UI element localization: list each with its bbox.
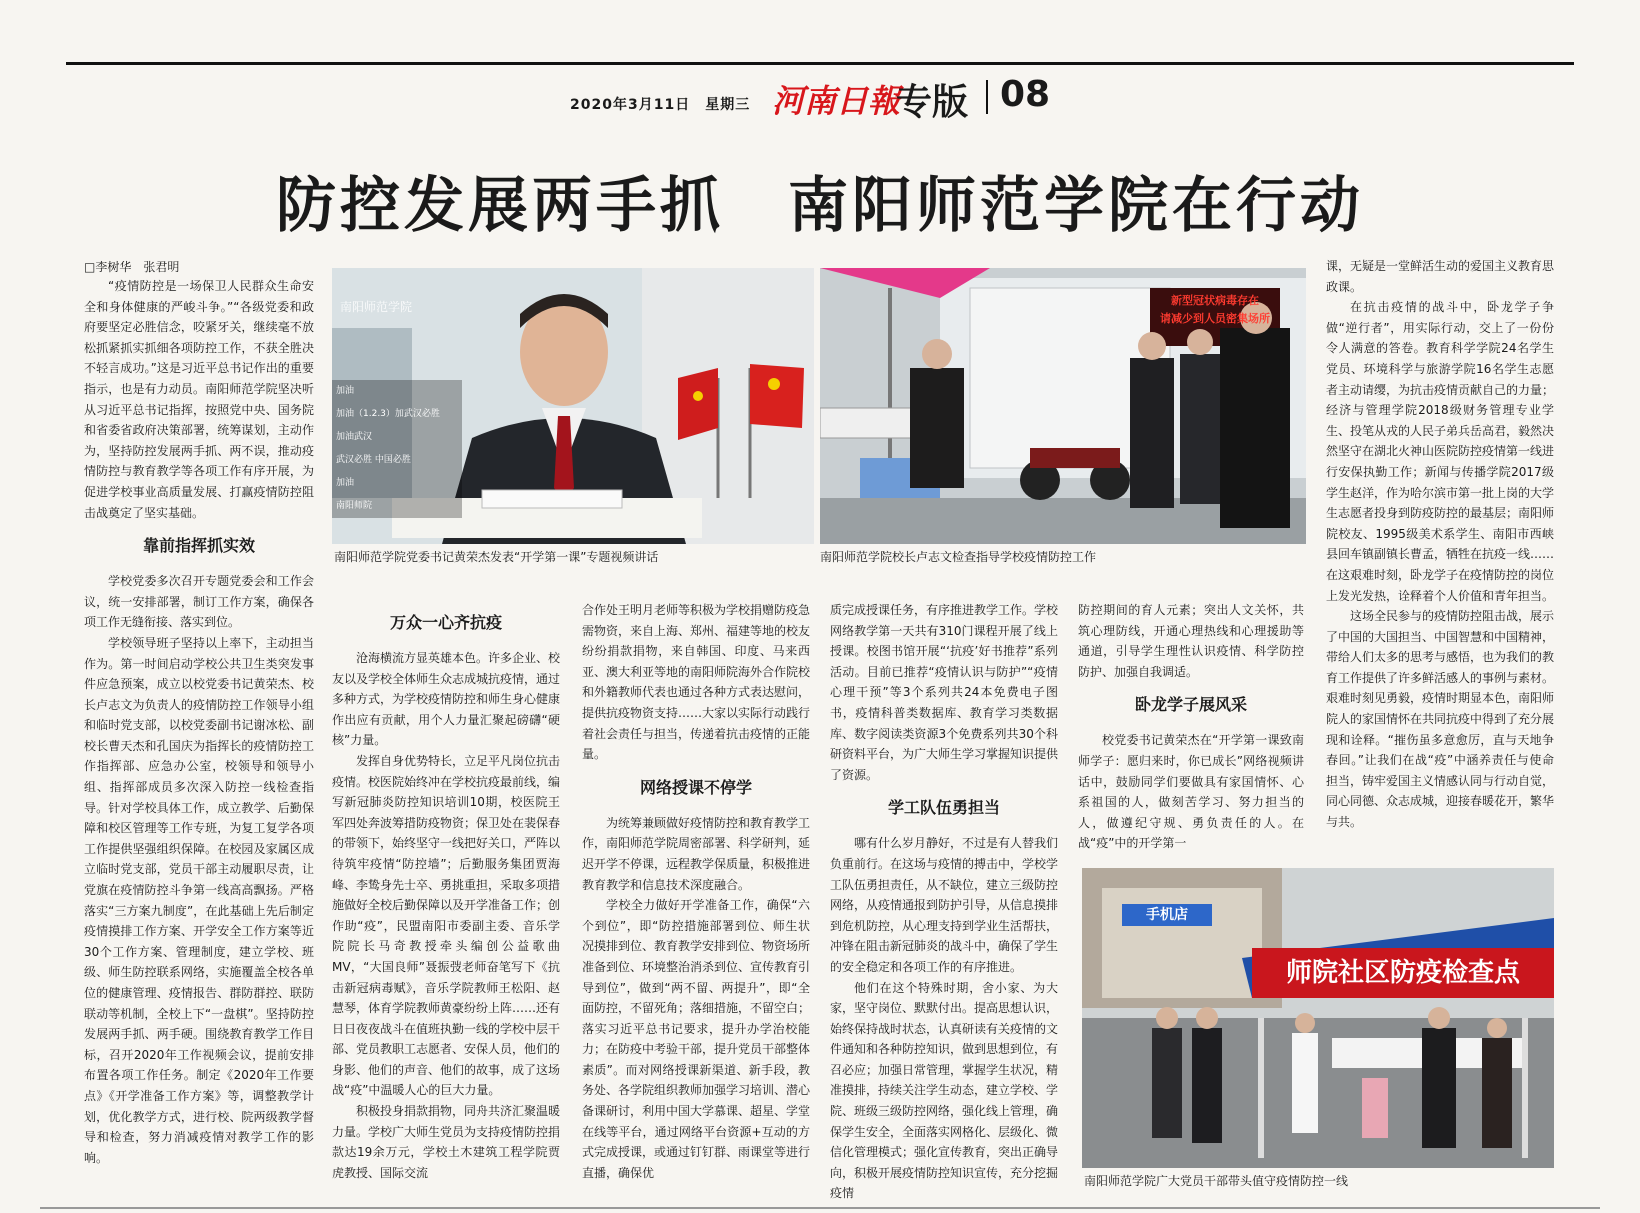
bottom-rule (40, 1207, 1600, 1209)
subhead-online-teaching: 网络授课不停学 (639, 777, 752, 797)
article-paragraph: 学校领导班子坚持以上率下，主动担当作为。第一时间启动学校公共卫生类突发事件应急预案，成立以校党委书记黄荣杰、校长卢志文为负责人的疫情防控工作领导小组和临时党支部，以校党委副书记谢冰松、副校长曹天杰和孔国庆为指挥长的疫情防控工作指挥部、应急办公室，校领导和领导小组、指挥部成员多次深入防控一线检查指导。针对学校具体工作，成立教学、后勤保障和校区管理等工作专班，为复工复学各项工作提供坚强组织保障。在校园及家属区成立临时党支部，党员干部主动履职尽责，让党旗在疫情防控斗争第一线高高飘扬。严格落实“三方案九制度”，在此基础上先后制定疫情摸排工作方案、开学安全工作方案等近30个工作方案、管理制度，建立学校、班级、师生防控联系网络，实施覆盖全校各单位的健康管理、疫情报告、群防群控、联防联动等机制，全校上下“一盘棋”。坚持防控发展两手抓、两手硬。围绕教育教学工作目标，召开2020年工作视频会议，提前安排布置各项工作任务。制定《2020年工作要点》《开学准备工作方案》等，调整教学计划，优化教学方式，进行校、院两级教学督导和检查，努力消减疫情对教学工作的影响。 (84, 635, 314, 1165)
article-paragraph: 哪有什么岁月静好，不过是有人替我们负重前行。在这场与疫情的搏击中，学校学工队伍勇担责任，从不缺位，建立三级防控网络，从疫情通报到防护引导，从信息摸排到危机防控，从心理支持到学业生活帮扶，冲锋在阻击新冠肺炎的战斗中，确保了学生的安全稳定和各项工作的有序推进。 (830, 836, 1059, 974)
article-paragraph: 这场全民参与的疫情防控阻击战，展示了中国的大国担当、中国智慧和中国精神，带给人们太多的思考与感悟，也为我们的教育工作提供了许多鲜活感人的事例与素材。艰难时刻见勇毅，疫情时期显本色，南阳师院人的家国情怀在共同抗疫中得到了充分展现和诠释。“摧伤虽多意愈厉，直与天地争春回。”让我们在战“疫”中涵养责任与使命担当，铸牢爱国主义情感认同与行动自觉，同心同德、众志成城，迎接春暖花开，繁华与共。 (1326, 609, 1555, 830)
overlay-comment: 武汉必胜 中国必胜 (332, 449, 462, 472)
article-paragraph: “疫情防控是一场保卫人民群众生命安全和身体健康的严峻斗争。”“各级党委和政府要坚定必胜信念，咬紧牙关，继续毫不放松抓紧抓实抓细各项防控工作，不获全胜决不轻言成功。”这是习近平总书记作出的重要指示，也是有力动员。南阳师范学院坚决听从习近平总书记指挥，按照党中央、国务院和省委省政府决策部署，统筹谋划，主动作为，坚持防控发展两手抓、两不误，推动疫情防控与教育教学等各项工作有序开展，为促进学校事业高质量发展、打赢疫情防控阻击战奠定了坚实基础。 (84, 279, 314, 520)
article-column-5 (1078, 600, 1304, 854)
article-paragraph: 积极投身捐款捐物，同舟共济汇聚温暖力量。学校广大师生党员为支持疫情防控捐款达19余万元，学校土木建筑工程学院贾虎教授、国际交流 (332, 1104, 561, 1180)
article-column-2 (332, 612, 560, 1183)
overlay-comment: 加油（1.2.3）加武汉必胜 (332, 403, 462, 426)
overlay-comment: 加油武汉 (332, 426, 462, 449)
subhead-student-affairs: 学工队伍勇担当 (887, 798, 1000, 818)
article-paragraph: 学校全力做好开学准备工作，确保“六个到位”，即“防控措施部署到位、师生状况摸排到位、教育教学安排到位、物资场所准备到位、环境整治消杀到位、宣传教育引导到位”，做到“两不留、两提升”，即“全面防控，不留死角；落细措施，不留空白；落实习近平总书记要求，提升办学治校能力；在防疫中考验干部，提升党员干部整体素质”。而对网络授课新渠道、新手段，教务处、各学院组织教师加强学习培训、潜心备课研讨，利用中国大学慕课、超星、学堂在线等平台，通过网络平台资源+互动的方式完成授课，或通过钉钉群、雨课堂等进行直播，确保优 (582, 898, 811, 1180)
subhead-student-style: 卧龙学子展风采 (1134, 695, 1247, 715)
article-paragraph: 为统筹兼顾做好疫情防控和教育教学工作，南阳师范学院周密部署、科学研判，延迟开学不停课，远程教学保质量，积极推进教育教学和信息技术深度融合。 (582, 815, 811, 892)
led-warning-line: 请减少到人员密集场所 (1160, 312, 1270, 325)
top-rule (66, 62, 1574, 65)
subhead-leadership: 靠前指挥抓实效 (142, 536, 255, 556)
article-paragraph: 校党委书记黄荣杰在“开学第一课致南师学子：愿归来时，你已成长”网络视频讲话中，鼓励同学们要做具有家国情怀、心系祖国的人，做刻苦学习、努力担当的人，做遵纪守规、勇负责任的人。在战“疫”中的开学第一 (1078, 733, 1304, 851)
photo-caption-3: 南阳师范学院广大党员干部带头值守疫情防控一线 (1084, 1174, 1349, 1188)
article-paragraph: 合作处王明月老师等积极为学校捐赠防疫急需物资，来自上海、郑州、福建等地的校友纷纷捐款捐物，来自韩国、印度、马来西亚、澳大利亚等地的南阳师院海外合作院校和外籍教师代表也通过各种方式表达慰问，提供抗疫物资支持……大家以实际行动践行着社会责任与担当，传递着抗击疫情的正能量。 (582, 603, 811, 762)
article-paragraph: 防控期间的育人元素；突出人文关怀，共筑心理防线，开通心理热线和心理援助等通道，引导学生理性认识疫情、科学防控防护、加强自我调适。 (1078, 603, 1304, 679)
article-column-4 (830, 600, 1058, 1204)
article-column-1 (84, 276, 314, 1168)
led-warning-line: 新型冠状病毒存在 (1171, 294, 1259, 307)
overlay-comment: 加油 (332, 380, 462, 403)
overlay-comment: 南阳师院 (332, 495, 462, 518)
section-label: 专版 (896, 82, 969, 123)
article-column-3 (582, 600, 810, 1183)
photo-community-checkpoint (1082, 868, 1554, 1168)
article-paragraph: 在抗击疫情的战斗中，卧龙学子争做“逆行者”，用实际行动，交上了一份份令人满意的答卷。教育科学学院24名学生党员、环境科学与旅游学院16名学生志愿者主动请缨，为抗击疫情贡献自己的力量；经济与管理学院2018级财务管理专业学生、投笔从戎的人民子弟兵岳高君，毅然决然坚守在湖北火神山医院防控疫情第一线进行安保执勤工作；新闻与传播学院2017级学生赵洋，作为哈尔滨市第一批上岗的大学生志愿者投身到防疫防控的最基层；南阳师院校友、1995级美术系学生、南阳市西峡县回车镇副镇长曹孟，牺牲在抗疫一线……在这艰难时刻，卧龙学子在疫情防控的岗位上发光发热，诠释着个人价值和青年担当。 (1326, 300, 1555, 603)
photo-caption-2: 南阳师范学院校长卢志文检查指导学校疫情防控工作 (820, 550, 1097, 564)
subhead-unity: 万众一心齐抗疫 (389, 613, 502, 632)
article-paragraph: 课，无疑是一堂鲜活生动的爱国主义教育思政课。 (1326, 259, 1555, 294)
photo-caption-1: 南阳师范学院党委书记黄荣杰发表“开学第一课”专题视频讲话 (334, 550, 659, 564)
photo-party-secretary-speech (332, 268, 814, 544)
article-paragraph: 质完成授课任务，有序推进教学工作。学校网络教学第一天共有310门课程开展了线上授课。校图书馆开展“‘抗疫’好书推荐”系列活动。目前已推荐“疫情认识与防护”“疫情心理干预”等3个系列共24本免费电子图书，疫情科普类数据库、教育学习类数据库、数字阅读类资源3个免费系列共30个科研资料平台，为广大师生学习掌握知识提供了资源。 (830, 603, 1059, 782)
led-warning-sign (1152, 292, 1278, 328)
masthead (500, 74, 1200, 123)
issue-date: 2020年3月11日 星期三 (570, 97, 751, 113)
article-paragraph: 学校党委多次召开专题党委会和工作会议，统一安排部署，制订工作方案，确保各项工作无缝衔接、落实到位。 (84, 574, 314, 630)
page-headline: 防控发展两手抓 南阳师范学院在行动 (276, 171, 1364, 241)
article-column-6 (1326, 256, 1554, 833)
newspaper-logo: 河南日報 (772, 82, 901, 120)
overlay-comment: 加油 (332, 472, 462, 495)
page-number: 08 (1000, 74, 1051, 115)
tent-banner: 师院社区防疫检查点 (1285, 958, 1520, 988)
photo-president-inspection (820, 268, 1306, 544)
article-paragraph: 发挥自身优势特长，立足平凡岗位抗击疫情。校医院始终冲在学校抗疫最前线，编写新冠肺炎防控知识培训10期，校医院王军四处奔波筹措防疫物资；保卫处在裴保春的带领下，始终坚守一线把好关口，严阵以待筑牢疫情“防控墙”；后勤服务集团贾海峰、李鸷身先士卒、勇挑重担，采取多项措施做好全校后勤保障以及开学准备工作；创作助“疫”，民盟南阳市委副主委、音乐学院院长马奇教授牵头编创公益歌曲MV，“大国良师”聂振弢老师奋笔写下《抗击新冠病毒赋》，音乐学院教师王松阳、赵慧琴，体育学院教师黄豪纷纷上阵……还有日日夜夜战斗在值班执勤一线的学校中层干部、党员教职工志愿者、安保人员，他们的身影、他们的声音、他们的故事，成了这场战“疫”中温暖人心的巨大力量。 (332, 753, 561, 1098)
photo-watermark: 南阳师范学院 (340, 300, 413, 314)
article-paragraph: 沧海横流方显英雄本色。许多企业、校友以及学校全体师生众志成城抗疫情，通过多种方式，为学校疫情防控和师生身心健康作出应有贡献，用个人力量汇聚起磅礴“硬核”力量。 (332, 651, 561, 748)
byline: □李树华 张君明 (84, 260, 180, 274)
article-paragraph: 他们在这个特殊时期，舍小家、为大家，坚守岗位、默默付出。提高思想认识，始终保持战时状态，认真研读有关疫情的文件通知和各种防控知识，做到思想到位，有召必应；加强日常管理，掌握学生状况，精准摸排，持续关注学生动态，建立学校、学院、班级三级防控网络，强化线上管理，确保学生安全，全面落实网格化、层级化、微信化管理模式；强化宣传教育，突出正确导向，积极开展疫情防控知识宣传，充分挖掘疫情 (830, 980, 1059, 1201)
masthead-divider (986, 80, 988, 114)
shop-sign: 手机店 (1122, 904, 1212, 926)
photo-overlay-comments (332, 380, 462, 518)
